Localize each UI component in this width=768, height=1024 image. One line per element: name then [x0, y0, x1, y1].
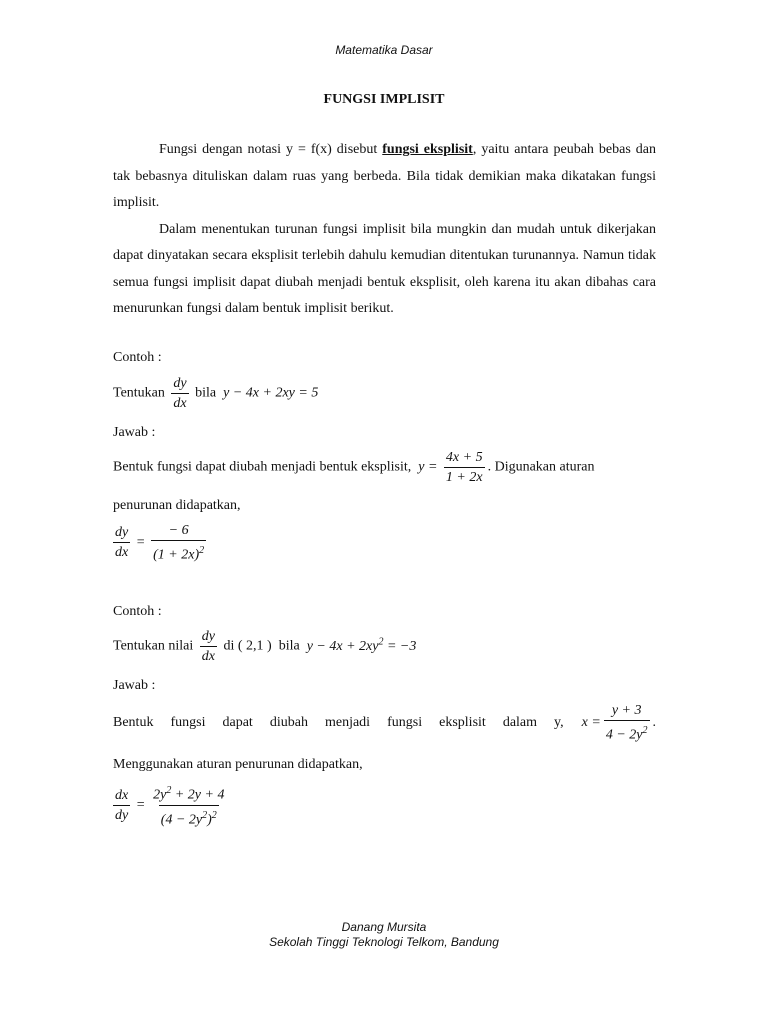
result-denominator-2: [159, 805, 219, 828]
example1-explicit-text: Bentuk fungsi dapat diubah menjadi bentuk eksplisit,: [113, 459, 412, 475]
footer-author: Danang Mursita: [341, 920, 427, 934]
den-inner-exp: 2: [202, 809, 208, 821]
num-rest: + 2y + 4: [171, 787, 225, 803]
example1-prompt: Tentukan: [113, 385, 165, 401]
dx-denominator-2: dx: [200, 646, 217, 664]
example2-prompt: Tentukan nilai: [113, 638, 194, 654]
example2-explicit-text: Bentuk fungsi dapat diubah menjadi fungsi eksplisit dalam y,: [113, 714, 564, 730]
example2-question: [113, 629, 416, 664]
explicit-numerator: 4x + 5: [445, 450, 483, 465]
intro-text: [113, 137, 656, 323]
explicit-den-2-exp: 2: [642, 725, 648, 736]
explicit-fraction: [444, 450, 485, 485]
footer-institution: Sekolah Tinggi Teknologi Telkom, Bandung: [269, 935, 499, 949]
example2-equation: [306, 636, 417, 654]
result-den-exp: 2: [199, 545, 205, 556]
result-fraction-2: [151, 783, 226, 827]
example2-x-eq: x =: [581, 714, 601, 730]
result-dy-dx: [113, 525, 130, 560]
intro-paragraph-1: [113, 137, 656, 217]
result-dy-2: dy: [113, 805, 130, 823]
intro-p1-end: , yaitu antara peubah bebas dan tak bebasnya dituliskan dalam ruas yang berbeda. Bila tidak demikian maka dikatakan fungsi implisit.: [113, 142, 656, 210]
explicit-den-2-base: 4 − 2y: [605, 727, 643, 743]
result-numerator-2: [151, 783, 226, 805]
dy-dx-fraction-2: [200, 629, 217, 664]
result-equals: =: [136, 535, 145, 551]
explicit-numerator-2: y + 3: [611, 703, 642, 718]
example2-explicit-line: [113, 703, 656, 743]
dx-denominator: dx: [171, 393, 188, 411]
intro-paragraph-2: Dalam menentukan turunan fungsi implisit bila mungkin dan mudah untuk dikerjakan dapat dinyatakan secara eksplisit terlebih dahulu kemudian ditentukan turunannya. Namun tidak semua fungsi implisit dapat diubah menjadi bentuk eksplisit, oleh karena itu akan dibahas cara menurunkan fungsi dalam bentuk implisit berikut.: [113, 221, 656, 316]
example2-eq-b: = −3: [383, 638, 417, 654]
example2-answer-label: Jawab :: [113, 678, 156, 693]
result-equals-2: =: [136, 797, 145, 813]
dy-numerator: dy: [173, 376, 187, 391]
example2-bila: bila: [278, 638, 300, 654]
example1-explicit-line: [113, 450, 595, 485]
intro-p1-start: Fungsi dengan notasi y = f(x) disebut: [159, 142, 383, 157]
running-header: Matematika Dasar: [335, 43, 433, 57]
example1-derivation-intro: penurunan didapatkan,: [113, 498, 241, 513]
page-title: FUNGSI IMPLISIT: [323, 92, 445, 107]
example2-eq-a: y − 4x + 2xy: [306, 638, 379, 654]
result-denominator: [151, 540, 206, 563]
num-2y: 2y: [153, 787, 167, 803]
example1-result: [113, 523, 209, 563]
result-den-base: (1 + 2x): [153, 547, 200, 563]
example2-derivation-intro: Menggunakan aturan penurunan didapatkan,: [113, 757, 363, 772]
result-numerator: − 6: [168, 523, 189, 538]
example1-equation: y − 4x + 2xy = 5: [223, 385, 319, 401]
num-exp: 2: [166, 785, 172, 796]
dy-dx-fraction: [171, 376, 188, 411]
result-dx: dx: [113, 542, 130, 560]
example1-bila: bila: [195, 385, 217, 401]
example2-eq-exp: 2: [378, 636, 384, 648]
explicit-denominator-2: [604, 720, 650, 743]
example1-answer-label: Jawab :: [113, 425, 156, 440]
result-dy: dy: [115, 525, 129, 541]
result-dx-dy: [113, 788, 130, 823]
example1-label: Contoh :: [113, 350, 162, 365]
den-outer-exp: 2: [211, 809, 217, 821]
den-open: (4 − 2y: [160, 812, 203, 828]
example1-question: [113, 376, 318, 411]
result-fraction: [151, 523, 206, 563]
page-footer: [0, 920, 768, 950]
example1-y-eq: y =: [418, 459, 438, 475]
example2-label: Contoh :: [113, 604, 162, 619]
example2-dot: .: [652, 714, 656, 730]
example1-rule-text: . Digunakan aturan: [487, 459, 595, 475]
example2-result: [113, 783, 229, 827]
example2-point: di ( 2,1 ): [223, 638, 272, 654]
explicit-fraction-2: [604, 703, 650, 743]
dy-numerator-2: dy: [201, 629, 215, 644]
result-dx-2: dx: [115, 787, 129, 803]
keyword-fungsi-eksplisit: fungsi eksplisit: [382, 142, 473, 157]
den-close: ): [207, 812, 212, 828]
explicit-denominator: 1 + 2x: [444, 467, 485, 485]
